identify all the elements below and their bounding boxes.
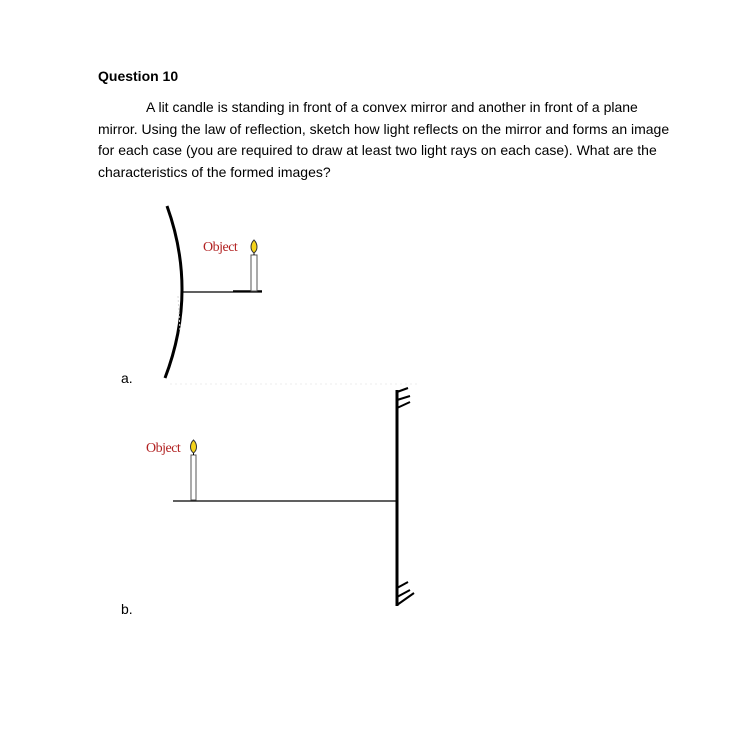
mirror-hatch-bottom — [397, 582, 414, 605]
candle-b — [191, 455, 196, 500]
question-body: A lit candle is standing in front of a convex mirror and another in front of a plane mirror. Using the law of reflection, sketch how light reflects on the mirror and forms an image for each case (you are required to draw at least two light rays on each case). What are the characteristics of the formed images? — [98, 99, 670, 180]
object-label-b: Object — [146, 441, 181, 456]
candle-a — [251, 255, 257, 291]
part-label-b: b. — [121, 601, 133, 617]
part-label-a: a. — [121, 370, 133, 386]
mirror-hatch-top — [397, 388, 410, 408]
object-label-a: Object — [203, 240, 238, 255]
flame-b — [191, 440, 197, 453]
convex-mirror — [165, 206, 182, 378]
question-title: Question 10 — [98, 68, 179, 84]
flame-a — [251, 240, 257, 253]
